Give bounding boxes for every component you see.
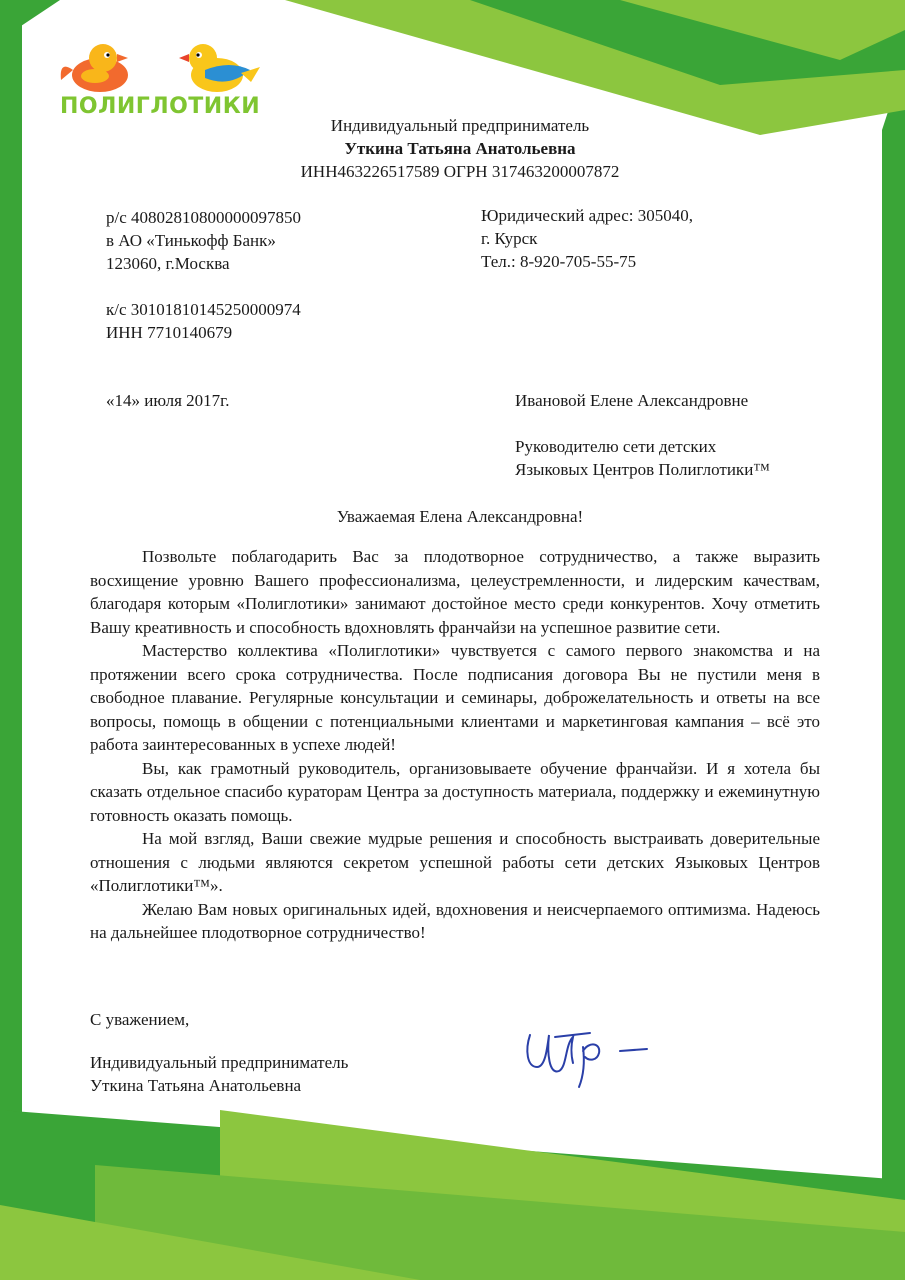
paragraph: На мой взгляд, Ваши свежие мудрые решения и способность выстраивать доверительные отношения с людьми являются секретом успешной работы сети детских Языковых Центров «Полиглотики™». bbox=[90, 829, 820, 895]
logo-text: ПОЛИГЛОТИКИ bbox=[60, 94, 261, 119]
bank-account: р/с 40802810800000097850 bbox=[106, 208, 302, 227]
address-city: г. Курск bbox=[481, 229, 538, 248]
paragraph: Желаю Вам новых оригинальных идей, вдохновения и неисчерпаемого оптимизма. Надеюсь на дальнейшее плодотворное сотрудничество! bbox=[90, 899, 820, 942]
logo-birds-icon bbox=[55, 40, 265, 100]
recipient-position-line-1: Руководителю сети детских bbox=[515, 437, 717, 456]
closing: С уважением, bbox=[90, 1010, 190, 1029]
recipient-position-line-2: Языковых Центров Полиглотики™ bbox=[515, 460, 770, 479]
signature-name: Уткина Татьяна Анатольевна bbox=[90, 1076, 302, 1095]
paragraph: Вы, как грамотный руководитель, организовываете обучение франчайзи. И я хотела бы сказать отдельное спасибо кураторам Центра за доступность материала, поддержку и ежеминутную готовность оказать помощь. bbox=[90, 758, 820, 825]
greeting: Уважаемая Елена Александровна! bbox=[336, 507, 584, 526]
letter-body bbox=[90, 545, 820, 945]
paragraph: Мастерство коллектива «Полиглотики» чувствуется с самого первого знакомства и на протяжении всего срока сотрудничества. После подписания договора Вы не пустили меня в свободное плавание. Регулярные консультации и семинары, доброжелательность и ответы на все вопросы, помощь в общении с потенциальными клиентами и маркетинговая кампания – всё это работа заинтересованных в успехе людей! bbox=[90, 641, 820, 754]
handwritten-signature bbox=[515, 1015, 660, 1095]
paragraph: Позвольте поблагодарить Вас за плодотворное сотрудничество, а также выразить восхищение уровню Вашего профессионализма, целеустремленности, и лидерским качествам, благодаря которым «Полиглотики» занимают достойное место среди конкурентов. Хочу отметить Вашу креативность и способность вдохновлять франчайзи на успешное развитие сети. bbox=[90, 547, 820, 637]
bank-inn: ИНН 7710140679 bbox=[106, 323, 233, 342]
address-phone: Тел.: 8-920-705-55-75 bbox=[481, 252, 637, 271]
bank-city: 123060, г.Москва bbox=[106, 254, 230, 273]
signature-title: Индивидуальный предприниматель bbox=[90, 1053, 349, 1072]
legal-address: Юридический адрес: 305040, bbox=[481, 206, 694, 225]
bank-name: в АО «Тинькофф Банк» bbox=[106, 231, 276, 250]
sender-title: Индивидуальный предприниматель bbox=[330, 116, 590, 135]
letter-date: «14» июля 2017г. bbox=[106, 391, 230, 410]
sender-ids: ИНН463226517589 ОГРН 317463200007872 bbox=[300, 162, 620, 181]
bank-corr-account: к/с 30101810145250000974 bbox=[106, 300, 301, 319]
recipient-name: Ивановой Елене Александровне bbox=[515, 391, 749, 410]
sender-name: Уткина Татьяна Анатольевна bbox=[344, 139, 576, 158]
